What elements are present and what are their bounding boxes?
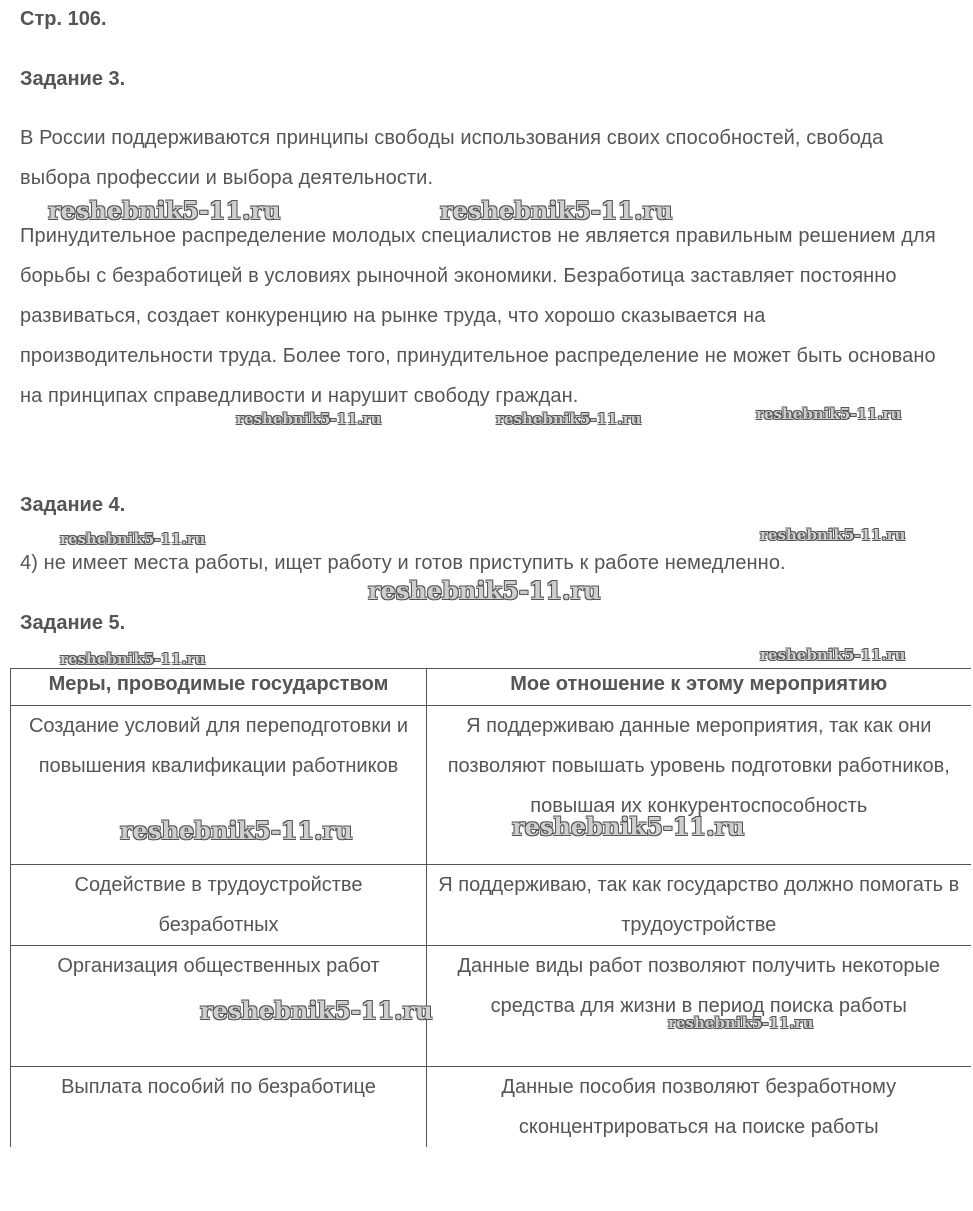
page-label: Стр. 106. (20, 8, 107, 30)
watermark-text: reshebnik5-11.ru (668, 1014, 814, 1032)
column-header-attitude: Мое отношение к этому мероприятию (427, 669, 971, 706)
table-row (11, 946, 971, 1067)
watermark-text: reshebnik5-11.ru (120, 816, 353, 845)
attitude-cell: Данные пособия позволяют безработному сконцентрироваться на поиске работы (427, 1067, 971, 1148)
task4-title: Задание 4. (20, 494, 126, 516)
measure-cell: Выплата пособий по безработице (11, 1067, 427, 1148)
attitude-cell: Данные виды работ позволяют получить некоторые средства для жизни в период поиска работы (427, 946, 971, 1067)
task3-paragraph-2: Принудительное распределение молодых специалистов не является правильным решением для борьбы с безработицей в условиях рыночной экономики. Безработица заставляет постоянно развиваться, создает конкуренцию на рынке труда, что хорошо сказывается на производительности труда. Более того, принудительное распределение не может быть основано на принципах справедливости и нарушит свободу граждан. (20, 225, 936, 407)
watermark-text: reshebnik5-11.ru (760, 646, 906, 664)
measure-cell: Содействие в трудоустройстве безработных (11, 865, 427, 946)
watermark-text: reshebnik5-11.ru (48, 196, 281, 225)
watermark-text: reshebnik5-11.ru (60, 530, 206, 548)
watermark-text: reshebnik5-11.ru (236, 410, 382, 428)
watermark-text: reshebnik5-11.ru (512, 812, 745, 841)
measure-cell: Создание условий для переподготовки и повышения квалификации работников (11, 706, 427, 865)
watermark-text: reshebnik5-11.ru (440, 196, 673, 225)
attitude-cell: Я поддерживаю данные мероприятия, так как они позволяют повышать уровень подготовки работников, повышая их конкурентоспособность (427, 706, 971, 865)
task3-title: Задание 3. (20, 68, 126, 90)
watermark-text: reshebnik5-11.ru (760, 526, 906, 544)
watermark-text: reshebnik5-11.ru (368, 576, 601, 605)
task4-answer: 4) не имеет места работы, ищет работу и готов приступить к работе немедленно. (20, 552, 786, 574)
measure-cell: Организация общественных работ (11, 946, 427, 1067)
watermark-text: reshebnik5-11.ru (200, 996, 433, 1025)
task3-paragraph-1: В России поддерживаются принципы свободы использования своих способностей, свобода выбора профессии и выбора деятельности. (20, 127, 884, 189)
table-row (11, 865, 971, 946)
watermark-text: reshebnik5-11.ru (60, 650, 206, 668)
attitude-cell: Я поддерживаю, так как государство должно помогать в трудоустройстве (427, 865, 971, 946)
task5-title: Задание 5. (20, 612, 126, 634)
measures-table (10, 668, 971, 1147)
watermark-text: reshebnik5-11.ru (756, 405, 902, 423)
table-row (11, 1067, 971, 1148)
column-header-measures: Меры, проводимые государством (11, 669, 427, 706)
table-header-row (11, 669, 971, 706)
watermark-text: reshebnik5-11.ru (496, 410, 642, 428)
